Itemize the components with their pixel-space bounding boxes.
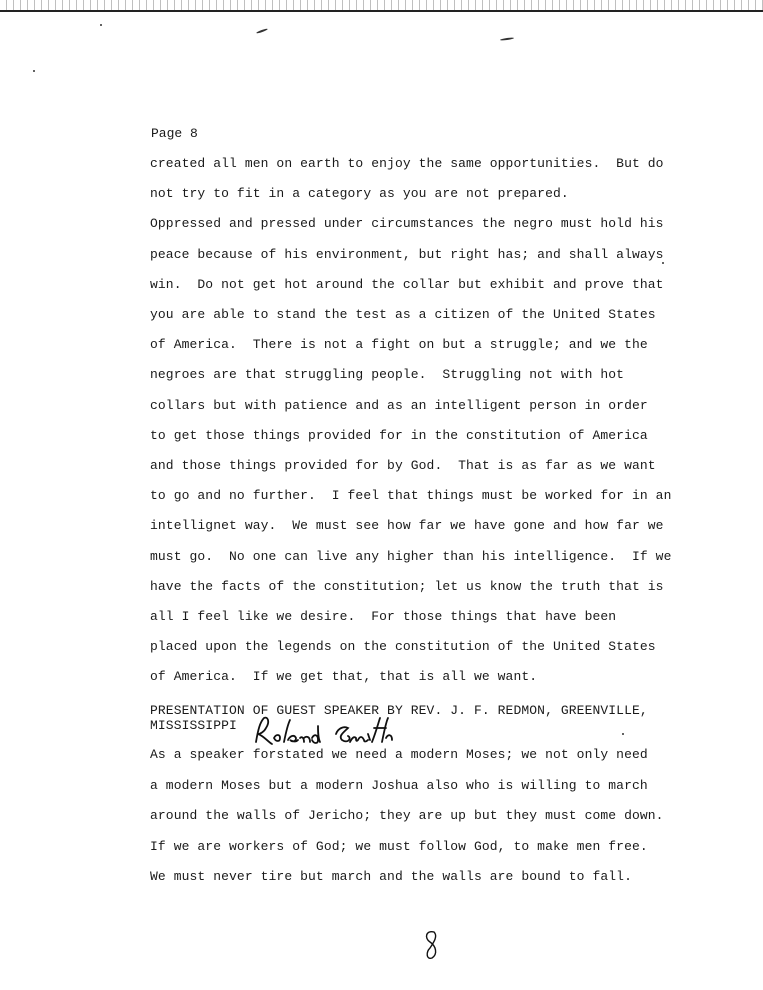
text-line: collars but with patience and as an intelligent person in order [150, 397, 648, 413]
text-line: of America. If we get that, that is all we want. [150, 669, 538, 685]
scan-mark [256, 28, 268, 34]
text-line: have the facts of the constitution; let us know the truth that is [150, 578, 664, 594]
text-line: must go. No one can live any higher than his intelligence. If we [150, 548, 672, 564]
text-line: not try to fit in a category as you are not prepared. [150, 186, 569, 202]
text-line: around the walls of Jericho; they are up but they must come down. [150, 808, 664, 823]
scan-mark [500, 37, 514, 41]
page-label: Page 8 [151, 126, 198, 141]
text-line: you are able to stand the test as a citizen of the United States [150, 307, 656, 322]
text-line: peace because of his environment, but right has; and shall always [150, 246, 664, 262]
text-line: created all men on earth to enjoy the same opportunities. But do [150, 156, 664, 171]
text-line: If we are workers of God; we must follow God, to make men free. [150, 838, 648, 854]
text-line: intellignet way. We must see how far we have gone and how far we [150, 518, 664, 534]
text-line: to go and no further. I feel that things must be worked for in an [150, 488, 672, 504]
text-line: and those things provided for by God. That is as far as we want [150, 458, 656, 473]
text-line: of America. There is not a fight on but a struggle; and we the [150, 337, 648, 353]
scan-mark [622, 733, 624, 735]
text-line: all I feel like we desire. For those things that have been [150, 609, 617, 624]
scan-mark [662, 262, 664, 264]
handwritten-page-number [420, 928, 444, 967]
text-line: Oppressed and pressed under circumstances the negro must hold his [150, 216, 664, 232]
text-line: to get those things provided for in the constitution of America [150, 427, 648, 443]
text-line: a modern Moses but a modern Joshua also who is willing to march [150, 777, 648, 793]
scan-mark [100, 24, 102, 26]
text-line: negroes are that struggling people. Struggling not with hot [150, 367, 625, 383]
heading-line: MISSISSIPPI [150, 718, 237, 733]
text-line: win. Do not get hot around the collar but exhibit and prove that [150, 276, 664, 292]
text-line: We must never tire but march and the walls are bound to fall. [150, 869, 632, 884]
scan-mark [33, 70, 35, 72]
text-line: placed upon the legends on the constitution of the United States [150, 639, 656, 655]
heading-line: PRESENTATION OF GUEST SPEAKER BY REV. J. F. REDMON, GREENVILLE, [150, 703, 648, 718]
text-line: As a speaker forstated we need a modern Moses; we not only need [150, 747, 648, 762]
scan-top-edge [0, 0, 763, 12]
